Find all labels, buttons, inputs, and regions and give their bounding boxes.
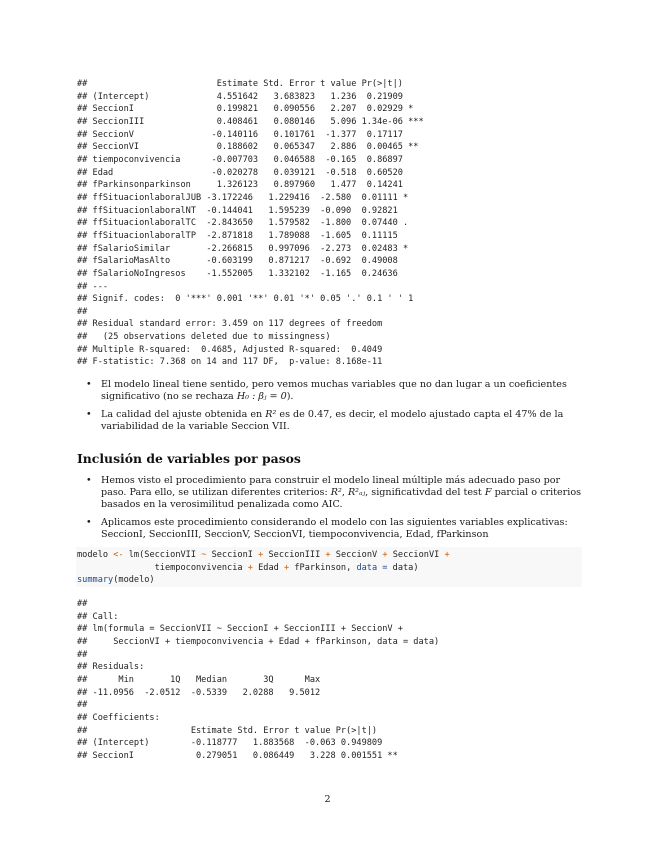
output-line: ##: [77, 306, 88, 317]
f-symbol: F: [484, 487, 492, 498]
output-line: ## Estimate Std. Error t value Pr(>|t|): [77, 725, 378, 736]
list-item: • Aplicamos este procedimiento considerando el modelo con las siguientes variables explicativas: SeccionI, SeccionIII, SeccionV, SeccionVI, tiempoconvivencia, Edad, fParkinson: [77, 517, 583, 541]
regression-coefficients-output: [77, 78, 424, 369]
output-line: ## ffSituacionlaboralTP -2.871818 1.789088 -1.605 0.11115: [77, 230, 398, 241]
output-line: ## (Intercept) -0.118777 1.883568 -0.063 0.949809: [77, 738, 383, 749]
r-code: modelo <- lm(SeccionVII ~ SeccionI + SeccionIII + SeccionV + SeccionVI + tiempoconvivencia + Edad + fParkinson, data = data) summary(modelo): [77, 550, 450, 586]
output-line: ## fParkinsonparkinson 1.326123 0.897960 1.477 0.14241: [77, 180, 403, 191]
output-line: ## tiempoconvivencia -0.007703 0.046588 -0.165 0.86897: [77, 154, 403, 165]
code-block: [76, 547, 582, 587]
output-line: ## Edad -0.020278 0.039121 -0.518 0.60520: [77, 167, 403, 178]
output-line: ## SeccionIII 0.408461 0.080146 5.096 1.34e-06 ***: [77, 116, 424, 127]
output-line: ## SeccionI 0.279051 0.086449 3.228 0.001551 **: [77, 750, 398, 761]
output-line: ##: [77, 599, 88, 609]
output-line: ## (Intercept) 4.551642 3.683823 1.236 0.21909: [77, 91, 403, 102]
output-line: ## ffSituacionlaboralJUB -3.172246 1.229416 -2.580 0.01111 *: [77, 192, 409, 203]
output-line: ## Signif. codes: 0 '***' 0.001 '**' 0.01 '*' 0.05 '.' 0.1 ' ' 1: [77, 294, 414, 305]
model-interpretation-list: [77, 379, 583, 439]
output-line: ##: [77, 700, 88, 711]
output-line: ## Residual standard error: 3.459 on 117 degrees of freedom: [77, 319, 383, 330]
output-line: ## Residuals:: [77, 662, 145, 673]
output-line: ## Multiple R-squared: 0.4685, Adjusted R-squared: 0.4049: [77, 344, 383, 355]
summary-output: [77, 598, 439, 763]
adjusted-r-squared-symbol: R²ₐⱼ: [347, 487, 366, 498]
r-squared-symbol: R²: [265, 409, 277, 420]
output-line: ##: [77, 649, 88, 660]
output-line: ## ffSituacionlaboralTC -2.843650 1.579582 -1.800 0.07440 .: [77, 218, 409, 229]
output-line: ## Estimate Std. Error t value Pr(>|t|): [77, 79, 403, 89]
output-line: ## fSalarioNoIngresos -1.552005 1.332102 -1.165 0.24636: [77, 268, 398, 279]
list-item: • Hemos visto el procedimiento para construir el modelo lineal múltiple más adecuado paso por paso. Para ello, se utilizan diferentes criterios: R², R²ₐⱼ, significativdad del test F parcial o criterios basados en la verosimilitud penalizada como AIC.: [77, 475, 583, 511]
output-line: ## fSalarioSimilar -2.266815 0.997096 -2.273 0.02483 *: [77, 243, 409, 254]
output-line: ## F-statistic: 7.368 on 14 and 117 DF, p-value: 8.168e-11: [77, 357, 383, 368]
output-line: ## -11.0956 -2.0512 -0.5339 2.0288 9.5012: [77, 687, 321, 698]
output-line: ## SeccionVI + tiempoconvivencia + Edad + fParkinson, data = data): [77, 636, 440, 647]
output-line: ## Call:: [77, 611, 119, 622]
output-line: ## SeccionI 0.199821 0.090556 2.207 0.02929 *: [77, 104, 414, 115]
r-squared-symbol: R²: [330, 487, 342, 498]
page-number: 2: [324, 794, 331, 805]
output-line: ## (25 observations deleted due to missingness): [77, 332, 331, 343]
list-item: • La calidad del ajuste obtenida en R² es de 0.47, es decir, el modelo ajustado capta el 47% de la variabilidad de la variable Seccion VII.: [77, 409, 583, 433]
section-heading: Inclusión de variables por pasos: [77, 451, 301, 466]
output-line: ## Min 1Q Median 3Q Max: [77, 674, 321, 685]
output-line: ## ---: [77, 281, 109, 292]
output-line: ## fSalarioMasAlto -0.603199 0.871217 -0.692 0.49008: [77, 256, 398, 267]
output-line: ## lm(formula = SeccionVII ~ SeccionI + SeccionIII + SeccionV +: [77, 624, 403, 635]
hypothesis-formula: H₀ : βⱼ = 0: [236, 391, 287, 402]
output-line: ## SeccionV -0.140116 0.101761 -1.377 0.17117: [77, 129, 403, 140]
list-item: • El modelo lineal tiene sentido, pero vemos muchas variables que no dan lugar a un coeficientes significativo (no se rechaza H₀ : βⱼ = 0).: [77, 379, 583, 403]
output-line: ## SeccionVI 0.188602 0.065347 2.886 0.00465 **: [77, 142, 419, 153]
output-line: ## ffSituacionlaboralNT -0.144041 1.595239 -0.090 0.92821: [77, 205, 398, 216]
stepwise-list: [77, 475, 583, 547]
output-line: ## Coefficients:: [77, 712, 160, 723]
